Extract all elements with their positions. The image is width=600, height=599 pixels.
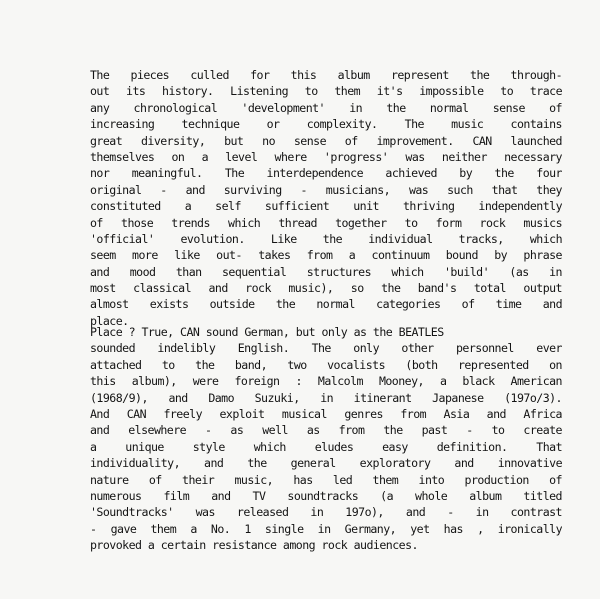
paragraph-place — [90, 324, 562, 553]
text-line: and mood than sequential structures which 'build' (as in — [90, 264, 562, 279]
text-line: constituted a self sufficient unit thriving independently — [90, 199, 562, 214]
text-line: this album), were foreign : Malcolm Mooney, a black American — [90, 374, 562, 389]
text-line: increasing technique or complexity. The music contains — [90, 117, 562, 132]
text-line: seem more like out- takes from a continuum bound by phrase — [90, 248, 562, 263]
text-line: (1968/9), and Damo Suzuki, in itinerant Japanese (197o/3). — [90, 390, 562, 405]
text-line: almost exists outside the normal categories of time and — [90, 297, 562, 312]
text-line: attached to the band, two vocalists (both represented on — [90, 357, 562, 372]
text-line: And CAN freely exploit musical genres from Asia and Africa — [90, 406, 562, 421]
text-line: nature of their music, has led them into production of — [90, 472, 562, 487]
text-line: of those trends which thread together to form rock musics — [90, 215, 562, 230]
text-line: out its history. Listening to them it's impossible to trace — [90, 84, 562, 99]
text-line: any chronological 'development' in the normal sense of — [90, 100, 562, 115]
text-line: 'Soundtracks' was released in 197o), and - in contrast — [90, 505, 562, 520]
text-line: Place ? True, CAN sound German, but only as the BEATLES — [90, 325, 444, 339]
text-line: nor meaningful. The interdependence achieved by the four — [90, 166, 562, 181]
text-line: most classical and rock music), so the band's total output — [90, 281, 562, 296]
text-line: The pieces culled for this album represent the through- — [90, 68, 562, 82]
text-line: themselves on a level where 'progress' was neither necessary — [90, 149, 562, 164]
text-line: and elsewhere - as well as from the past - to create — [90, 423, 562, 438]
text-line: a unique style which eludes easy definition. That — [90, 439, 562, 454]
text-line: sounded indelibly English. The only other personnel ever — [90, 341, 562, 356]
text-line: provoked a certain resistance among rock audiences. — [90, 538, 418, 553]
text-line: 'official' evolution. Like the individual tracks, which — [90, 231, 562, 246]
text-line: original - and surviving - musicians, was such that they — [90, 182, 562, 197]
paragraph-history — [90, 67, 562, 329]
text-line: place. — [90, 313, 129, 328]
text-line: - gave them a No. 1 single in Germany, yet has , ironically — [90, 521, 562, 536]
text-line: numerous film and TV soundtracks (a whole album titled — [90, 488, 562, 503]
text-line: individuality, and the general exploratory and innovative — [90, 456, 562, 471]
text-line: great diversity, but no sense of improvement. CAN launched — [90, 133, 562, 148]
